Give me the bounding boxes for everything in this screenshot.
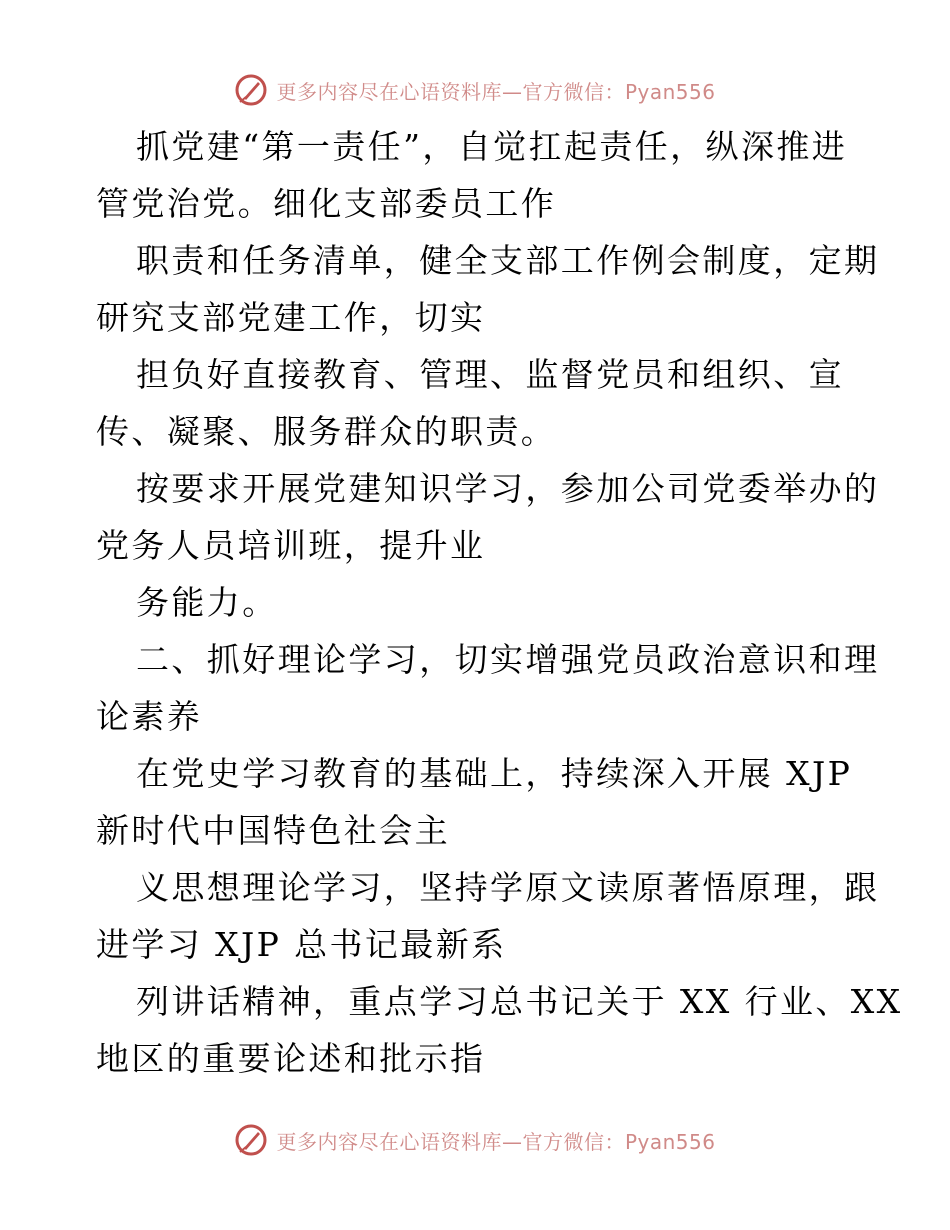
- header-banner-text: 更多内容尽在心语资料库—官方微信：Pyan556: [276, 79, 716, 104]
- paragraph: [96, 574, 856, 631]
- footer-banner: [0, 1120, 950, 1160]
- quill-pen-logo-icon: [234, 1123, 268, 1157]
- text-line: 在党史学习教育的基础上，持续深入开展 XJP: [136, 754, 853, 793]
- text-line: 传、凝聚、服务群众的职责。: [96, 412, 557, 451]
- quill-pen-logo-icon: [234, 73, 268, 107]
- text-line: 担负好直接教育、管理、监督党员和组织、宣: [136, 355, 844, 394]
- text-line: 按要求开展党建知识学习，参加公司党委举办的: [136, 469, 880, 508]
- paragraph: [96, 346, 856, 460]
- text-line: 列讲话精神，重点学习总书记关于 XX 行业、XX: [136, 982, 903, 1021]
- text-line: 进学习 XJP 总书记最新系: [96, 925, 507, 964]
- paragraph: [96, 232, 880, 346]
- text-line: 研究支部党建工作，切实: [96, 298, 486, 337]
- paragraph: [96, 859, 880, 973]
- text-line: 党务人员培训班，提升业: [96, 526, 486, 565]
- text-line: 职责和任务清单，健全支部工作例会制度，定期: [136, 241, 880, 280]
- paragraph: [96, 973, 903, 1087]
- text-line: 论素养: [96, 697, 203, 736]
- text-line: 地区的重要论述和批示指: [96, 1039, 486, 1078]
- document-body: [96, 118, 903, 1087]
- text-line: 二、抓好理论学习，切实增强党员政治意识和理: [136, 640, 880, 679]
- text-line: 义思想理论学习，坚持学原文读原著悟原理，跟: [136, 868, 880, 907]
- text-line: 管党治党。细化支部委员工作: [96, 184, 557, 223]
- header-banner: [0, 70, 950, 110]
- section-heading: [96, 631, 880, 745]
- paragraph: [96, 460, 880, 574]
- text-line: 务能力。: [136, 583, 278, 622]
- footer-banner-text: 更多内容尽在心语资料库—官方微信：Pyan556: [276, 1129, 716, 1154]
- text-line: 抓党建“第一责任”，自觉扛起责任，纵深推进: [136, 127, 848, 166]
- paragraph: [96, 118, 856, 232]
- paragraph: [96, 745, 856, 859]
- text-line: 新时代中国特色社会主: [96, 811, 450, 850]
